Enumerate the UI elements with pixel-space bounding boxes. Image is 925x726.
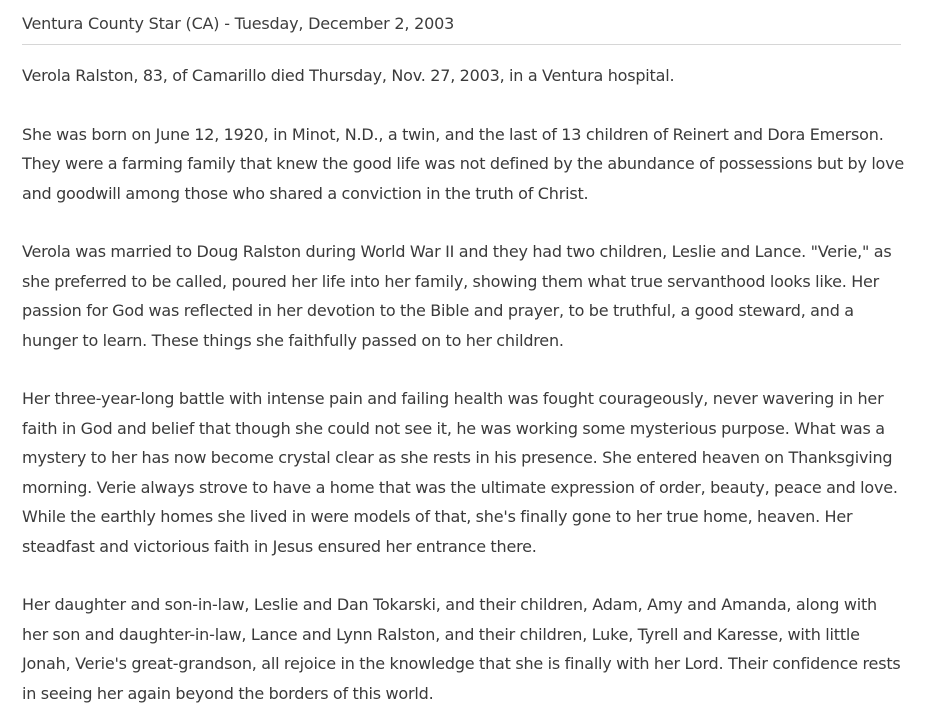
article-paragraph-death-notice: Verola Ralston, 83, of Camarillo died Thursday, Nov. 27, 2003, in a Ventura hospital.: [22, 66, 675, 85]
obituary-article: [22, 61, 907, 708]
publication-source-line: Ventura County Star (CA) - Tuesday, December 2, 2003: [22, 12, 901, 45]
article-paragraph-survivors: Her daughter and son-in-law, Leslie and Dan Tokarski, and their children, Adam, Amy and Amanda, along with her son and daughter-in-law, Lance and Lynn Ralston, and their children, Luke, Tyrell and Karesse, with little Jonah, Verie's great-grandson, all rejoice in the knowledge that she is finally with her Lord. Their confidence rests in seeing her again beyond the borders of this world.: [22, 595, 901, 703]
article-paragraph-marriage: Verola was married to Doug Ralston during World War II and they had two children, Leslie and Lance. "Verie," as she preferred to be called, poured her life into her family, showing them what true servanthood looks like. Her passion for God was reflected in her devotion to the Bible and prayer, to be truthful, a good steward, and a hunger to learn. These things she faithfully passed on to her children.: [22, 242, 892, 350]
article-paragraph-faith: Her three-year-long battle with intense pain and failing health was fought courageously, never wavering in her faith in God and belief that though she could not see it, he was working some mysterious purpose. What was a mystery to her has now become crystal clear as she rests in his presence. She entered heaven on Thanksgiving morning. Verie always strove to have a home that was the ultimate expression of order, beauty, peace and love. While the earthly homes she lived in were models of that, she's finally gone to her true home, heaven. Her steadfast and victorious faith in Jesus ensured her entrance there.: [22, 389, 898, 556]
article-paragraph-birth: She was born on June 12, 1920, in Minot, N.D., a twin, and the last of 13 children of Reinert and Dora Emerson. They were a farming family that knew the good life was not defined by the abundance of possessions but by love and goodwill among those who shared a conviction in the truth of Christ.: [22, 124, 905, 203]
